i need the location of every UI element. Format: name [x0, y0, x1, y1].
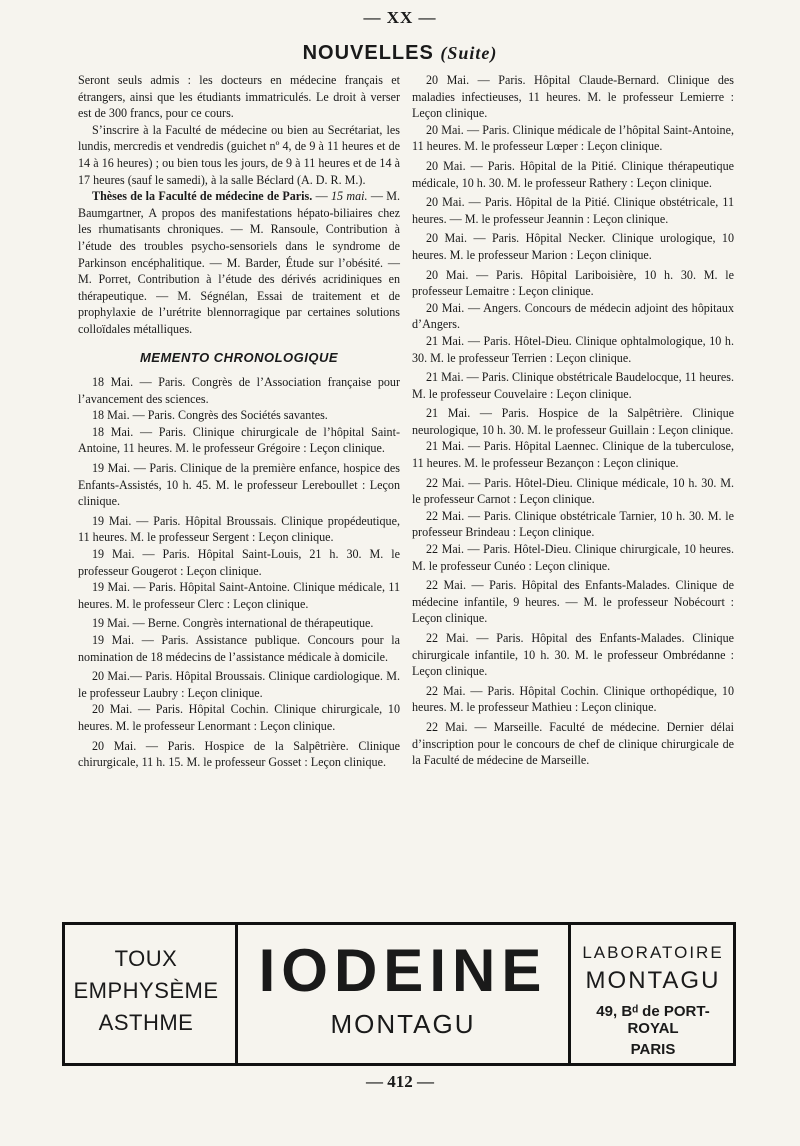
list-item: 22 Mai. — Paris. Clinique obstétricale Tarnier, 10 h. 30. M. le professeur Brindeau : Leçon clinique.: [412, 508, 734, 540]
ad-indication-line: EMPHYSÈME: [73, 978, 219, 1003]
list-item: 19 Mai. — Paris. Clinique de la première enfance, hospice des Enfants-Assistés, 10 h. 45. M. le professeur Lereboullet : Leçon clinique.: [78, 461, 400, 509]
list-item: 20 Mai. — Paris. Hôpital de la Pitié. Clinique obstétricale, 11 heures. — M. le professeur Jeannin : Leçon clinique.: [412, 195, 734, 226]
paragraph-theses: Thèses de la Faculté de médecine de Paris. — 15 mai. — M. Baumgartner, A propos des manifestations hépato-biliaires chez les rhumatisants chroniques. — M. Ransoule, Contribution à l’étude des troubles psycho-sensoriels dans le syndrome de Parkinson encéphalitique. — M. Barder, Étude sur l’obésité. — M. Porret, Contribution à l’étude des dérivés acridiniques en thérapeutique. — M. Ségnélan, Essai de traitement et de prophylaxie de l’urétrite blennorragique par certaines solutions colloïdales métalliques.: [78, 189, 401, 336]
list-item: 20 Mai. — Paris. Hôpital de la Pitié. Clinique thérapeutique médicale, 10 h. 30. M. le professeur Rathery : Leçon clinique.: [412, 158, 734, 190]
ad-brand-maker: MONTAGU: [330, 1009, 476, 1039]
list-item: 20 Mai. — Paris. Hôpital Lariboisière, 10 h. 30. M. le professeur Lemaitre : Leçon clinique.: [412, 267, 734, 299]
list-item: 18 Mai. — Paris. Clinique chirurgicale de l’hôpital Saint-Antoine, 11 heures. M. le professeur Grégoire : Leçon clinique.: [78, 424, 400, 456]
list-item: 20 Mai. — Paris. Clinique médicale de l’hôpital Saint-Antoine, 11 heures. M. le professeur Lœper : Leçon clinique.: [412, 122, 734, 154]
list-item: 22 Mai. — Paris. Hôtel-Dieu. Clinique médicale, 10 h. 30. M. le professeur Carnot : Leçon clinique.: [412, 475, 734, 507]
ad-lab-line: LABORATOIRE: [582, 943, 724, 962]
ad-indication-line: ASTHME: [98, 1010, 194, 1035]
list-item: 22 Mai. — Paris. Hôpital Cochin. Clinique orthopédique, 10 heures. M. le professeur Mathieu : Leçon clinique.: [412, 683, 734, 715]
ad-lab-city: PARIS: [630, 1041, 676, 1058]
list-item: 19 Mai. — Berne. Congrès international de thérapeutique.: [92, 616, 374, 631]
paragraph-admission: Seront seuls admis : les docteurs en médecine français et étrangers, ainsi que les étudiants immatriculés. Le droit à verser est de 300 francs, pour ce cours.: [78, 73, 400, 121]
list-item: 21 Mai. — Paris. Hospice de la Salpêtrière. Clinique neurologique, 10 h. 30. M. le professeur Guillain : Leçon clinique.: [412, 406, 734, 437]
theses-text: — M. Baumgartner, A propos des manifestations hépato-biliaires chez les rhumatisants chroniques. — M. Ransoule, Contribution à l’étude des troubles psycho-sensoriels dans le syndrome de Parkinson encéphalitique. — M. Barder, Étude sur l’obésité. — M. Porret, Contribution à l’étude des dérivés acridiniques en thérapeutique. — M. Ségnélan, Essai de traitement et de prophylaxie de l’urétrite blennorragique par certaines solutions colloïdales métalliques.: [78, 189, 401, 336]
theses-label: Thèses de la Faculté de médecine de Paris.: [92, 189, 313, 204]
list-item: 19 Mai. — Paris. Hôpital Broussais. Clinique propédeutique, 11 heures. M. le professeur Sergent : Leçon clinique.: [78, 513, 400, 545]
memento-heading: MEMENTO CHRONOLOGIQUE: [139, 349, 339, 365]
list-item: 22 Mai. — Paris. Hôpital des Enfants-Malades. Clinique de médecine infantile, 9 heures. — M. le professeur Nobécourt : Leçon clinique.: [412, 578, 734, 626]
page-roman-number: — XX —: [363, 8, 437, 27]
list-item: 20 Mai. — Paris. Hôpital Necker. Clinique urologique, 10 heures. M. le professeur Marion : Leçon clinique.: [412, 231, 734, 262]
list-item: 22 Mai. — Paris. Hôpital des Enfants-Malades. Clinique chirurgicale infantile, 10 h. 30. M. le professeur Ombrédanne : Leçon clinique.: [412, 631, 734, 679]
list-item: 19 Mai. — Paris. Assistance publique. Concours pour la nomination de 18 médecins de l’assistance médicale à domicile.: [78, 633, 400, 664]
page-number: — 412 —: [366, 1072, 434, 1091]
list-item: 21 Mai. — Paris. Hôtel-Dieu. Clinique ophtalmologique, 10 h. 30. M. le professeur Terrien : Leçon clinique.: [412, 333, 734, 365]
ad-indication-line: TOUX: [114, 946, 178, 971]
ad-brand-name: IODEINE: [258, 937, 548, 1004]
right-column: [412, 72, 734, 769]
list-item: 18 Mai. — Paris. Congrès des Sociétés savantes.: [92, 408, 328, 423]
list-item: 20 Mai.— Paris. Hôpital Broussais. Clinique cardiologique. M. le professeur Laubry : Leçon clinique.: [78, 669, 400, 700]
theses-date: 15 mai.: [330, 189, 368, 204]
list-item: 22 Mai. — Paris. Hôtel-Dieu. Clinique chirurgicale, 10 heures. M. le professeur Cunéo : Leçon clinique.: [412, 542, 734, 573]
page-title: [0, 42, 800, 65]
ad-laboratory: [573, 925, 733, 1063]
list-item: 18 Mai. — Paris. Congrès de l’Association française pour l’avancement des sciences.: [78, 375, 400, 406]
ad-lab-address: 49, Bᵈ de PORT-ROYAL: [596, 1003, 710, 1037]
title-suite: (Suite): [440, 43, 498, 63]
left-column: [78, 72, 400, 771]
list-item: 19 Mai. — Paris. Hôpital Saint-Louis, 21 h. 30. M. le professeur Gougerot : Leçon clinique.: [78, 547, 400, 578]
list-item: 20 Mai. — Paris. Hôpital Claude-Bernard. Clinique des maladies infectieuses, 11 heures. M. le professeur Lemierre : Leçon clinique.: [412, 73, 734, 121]
list-item: 20 Mai. — Angers. Concours de médecin adjoint des hôpitaux d’Angers.: [412, 300, 734, 332]
list-item: 20 Mai. — Paris. Hôpital Cochin. Clinique chirurgicale, 10 heures. M. le professeur Lenormant : Leçon clinique.: [78, 702, 400, 733]
title-text: NOUVELLES: [302, 42, 434, 64]
ad-indications: [65, 925, 227, 1063]
paragraph-inscription: S’inscrire à la Faculté de médecine ou bien au Secrétariat, les lundis, mercredis et vendredis (guichet nº 4, de 9 à 11 heures et de 14 à 16 heures) ; ou bien tous les jours, de 9 à 11 heures et de 14 à 17 heures (sauf le samedi), à la salle Béclard (A. D. R. M.).: [78, 122, 400, 187]
list-item: 22 Mai. — Marseille. Faculté de médecine. Dernier délai d’inscription pour le concours de chef de clinique chirurgicale de la Faculté de médecine de Marseille.: [412, 719, 734, 768]
list-item: 19 Mai. — Paris. Hôpital Saint-Antoine. Clinique médicale, 11 heures. M. le professeur Clerc : Leçon clinique.: [78, 580, 400, 611]
list-item: 21 Mai. — Paris. Hôpital Laennec. Clinique de la tuberculose, 11 heures. M. le professeur Bezançon : Leçon clinique.: [412, 439, 734, 471]
advertisement-banner: [62, 922, 736, 1066]
ad-brand-panel: [235, 925, 571, 1063]
list-item: 20 Mai. — Paris. Hospice de la Salpêtrière. Clinique chirurgicale, 11 h. 15. M. le professeur Gosset : Leçon clinique.: [78, 738, 400, 770]
ad-lab-line: MONTAGU: [585, 967, 721, 994]
list-item: 21 Mai. — Paris. Clinique obstétricale Baudelocque, 11 heures. M. le professeur Couvelaire : Leçon clinique.: [412, 370, 734, 401]
